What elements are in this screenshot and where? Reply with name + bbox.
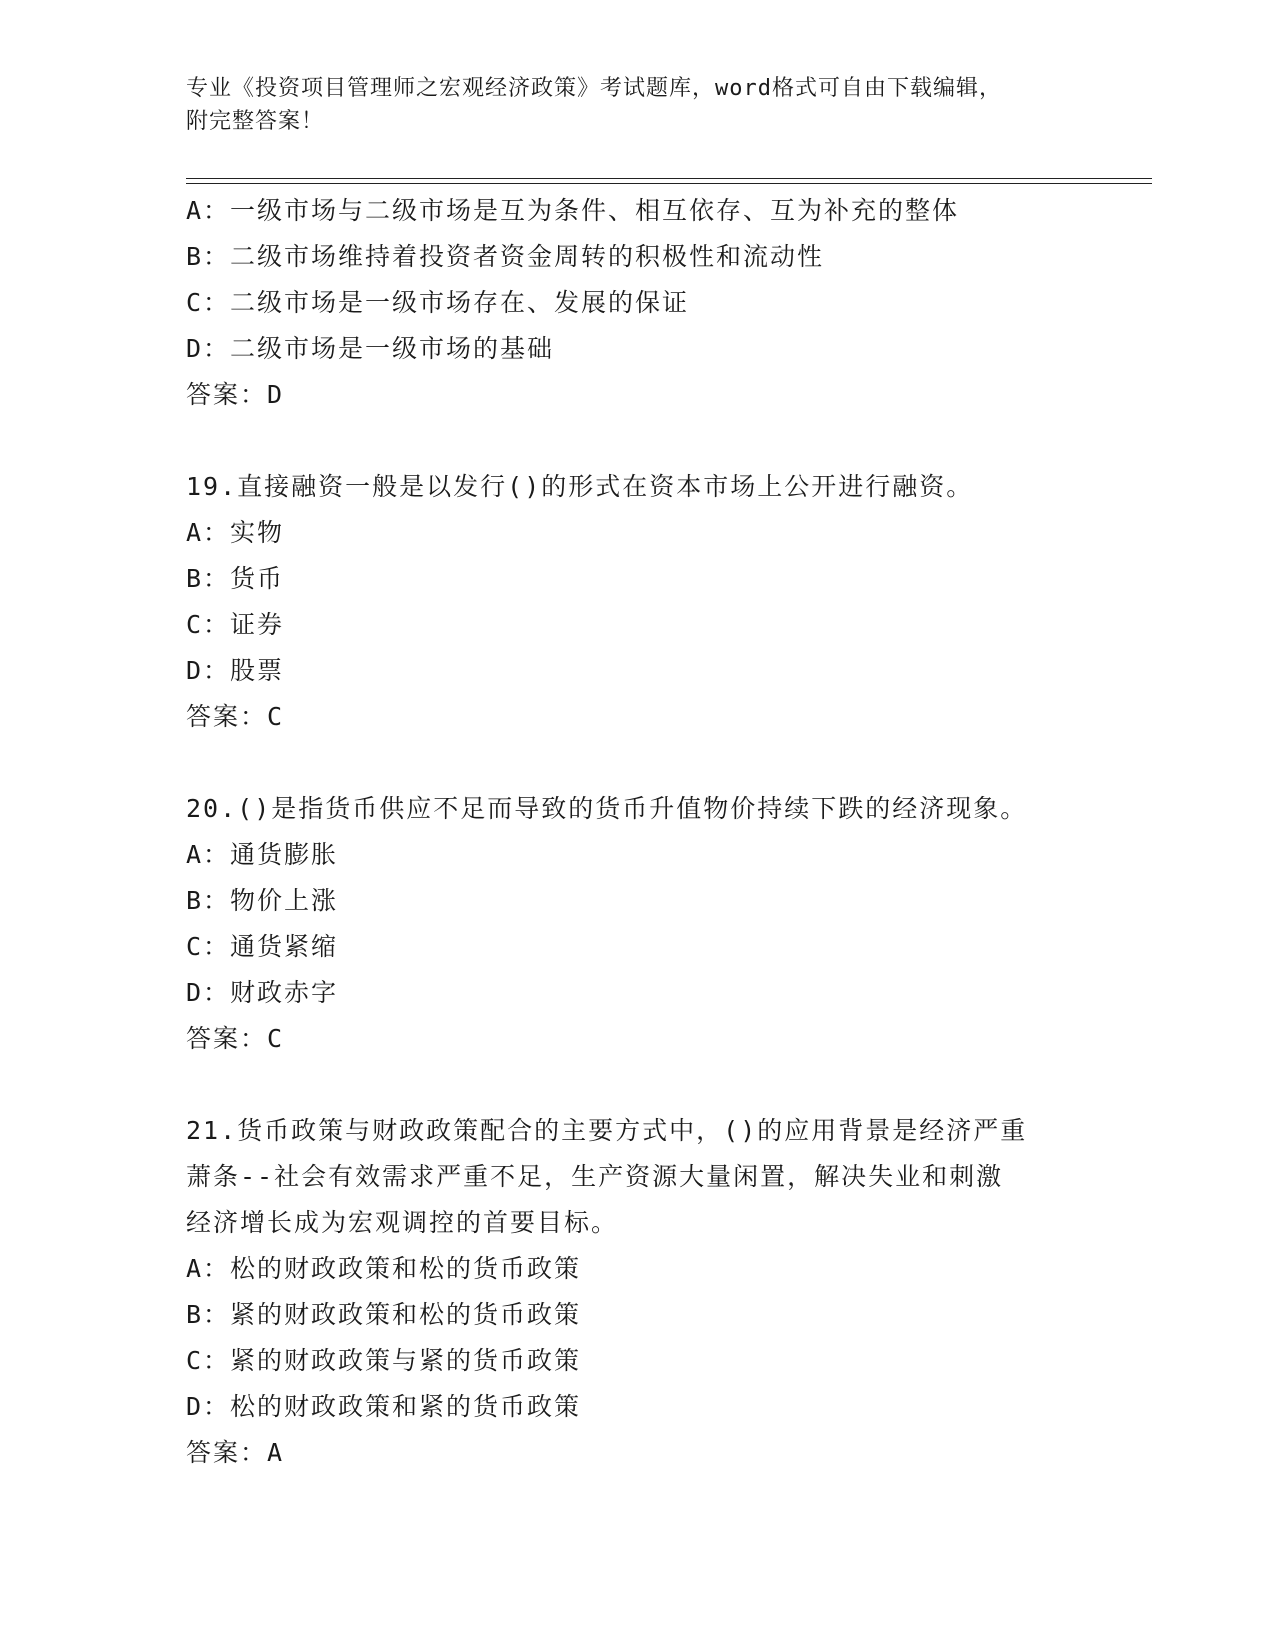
answer: 答案：A [186,1438,285,1467]
question-stem: 20.()是指货币供应不足而导致的货币升值物价持续下跌的经济现象。 [186,794,1028,823]
header-divider-bottom [186,183,1152,184]
option-b: B：物价上涨 [186,886,339,915]
question-21 [186,1108,1146,1476]
option-c: C：紧的财政政策与紧的货币政策 [186,1346,582,1375]
option-c: C：二级市场是一级市场存在、发展的保证 [186,288,690,317]
question-19 [186,464,1146,740]
option-a: A：通货膨胀 [186,840,339,869]
option-d: D：股票 [186,656,285,685]
header-line-2: 附完整答案！ [186,109,325,134]
option-b: B：二级市场维持着投资者资金周转的积极性和流动性 [186,242,825,271]
question-list [186,188,1146,1476]
answer: 答案：D [186,380,285,409]
header-divider-top [186,178,1152,179]
option-d: D：二级市场是一级市场的基础 [186,334,555,363]
option-d: D：松的财政政策和紧的货币政策 [186,1392,582,1421]
option-a: A：松的财政政策和松的货币政策 [186,1254,582,1283]
option-d: D：财政赤字 [186,978,339,1007]
header-line-1: 专业《投资项目管理师之宏观经济政策》考试题库，word格式可自由下载编辑， [186,76,1002,101]
option-a: A：实物 [186,518,285,547]
option-a: A：一级市场与二级市场是互为条件、相互依存、互为补充的整体 [186,196,960,225]
document-header [186,72,1086,138]
question-stem-line-2: 萧条--社会有效需求严重不足，生产资源大量闲置，解决失业和刺激 [186,1162,1004,1191]
question-stem-line-1: 21.货币政策与财政政策配合的主要方式中，()的应用背景是经济严重 [186,1116,1028,1145]
question-stem: 19.直接融资一般是以发行()的形式在资本市场上公开进行融资。 [186,472,974,501]
question-stem-line-3: 经济增长成为宏观调控的首要目标。 [186,1208,619,1237]
option-b: B：货币 [186,564,285,593]
option-c: C：通货紧缩 [186,932,339,961]
answer: 答案：C [186,702,285,731]
option-c: C：证券 [186,610,285,639]
answer: 答案：C [186,1024,285,1053]
option-b: B：紧的财政政策和松的货币政策 [186,1300,582,1329]
question-18-continued [186,188,1146,418]
question-20 [186,786,1146,1062]
